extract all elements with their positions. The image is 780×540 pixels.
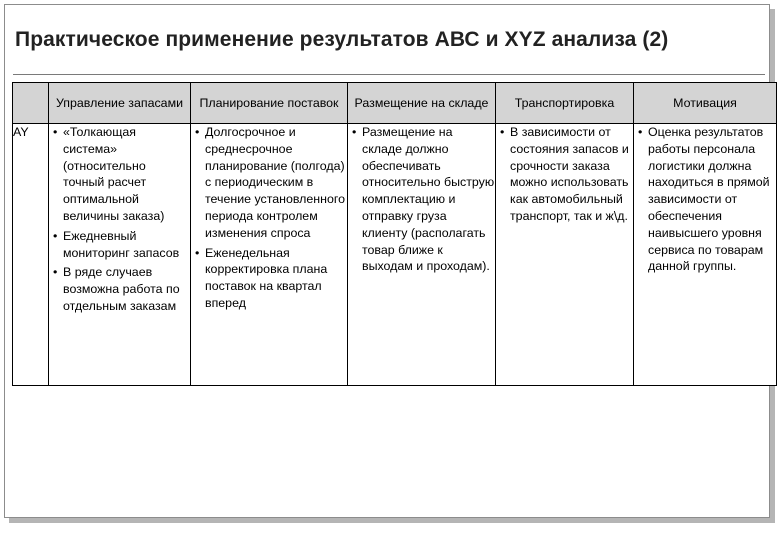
table-header-row (13, 83, 777, 124)
list-item: • Долгосрочное и среднесрочное планирование (полгода) с периодическим в течение установленного периода контролем изменения спроса (191, 124, 347, 242)
list-item: • В зависимости от состояния запасов и срочности заказа можно использовать как автомобильный транспорт, так и ж\д. (496, 124, 633, 225)
header-supply-planning: Планирование поставок (191, 83, 348, 124)
list-item: • Ежедневный мониторинг запасов (49, 228, 190, 262)
list-item: • Размещение на складе должно обеспечивать относительно быструю комплектацию и отправку груза клиенту (располагать товар ближе к выходам и проходам). (348, 124, 495, 275)
list-item: • В ряде случаев возможна работа по отдельным заказам (49, 264, 190, 314)
list-item: • Оценка результатов работы персонала логистики должна находиться в прямой зависимости от обеспечения наивысшего уровня сервиса по товарам данной группы. (634, 124, 776, 275)
cell-supply-planning (191, 124, 348, 386)
header-corner (13, 83, 49, 124)
title-divider (13, 74, 765, 75)
header-transportation: Транспортировка (496, 83, 634, 124)
row-label: AY (13, 124, 49, 386)
cell-inventory-management (49, 124, 191, 386)
analysis-table (12, 82, 777, 386)
header-inventory-management: Управление запасами (49, 83, 191, 124)
cell-transportation (496, 124, 634, 386)
header-motivation: Мотивация (634, 83, 777, 124)
header-warehouse-placement: Размещение на складе (348, 83, 496, 124)
table-row (13, 124, 777, 386)
slide-title: Практическое применение результатов АВС и XYZ анализа (2) (15, 28, 669, 51)
cell-motivation (634, 124, 777, 386)
list-item: • «Толкающая система» (относительно точный расчет оптимальной величины заказа) (49, 124, 190, 225)
cell-warehouse-placement (348, 124, 496, 386)
list-item: • Еженедельная корректировка плана поставок на квартал вперед (191, 245, 347, 312)
